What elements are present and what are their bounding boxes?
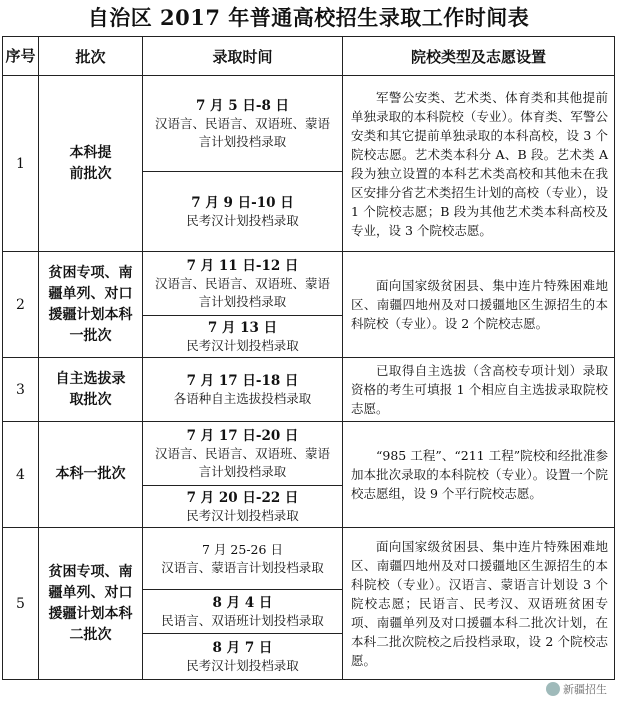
time-desc: 民考汉计划投档录取 <box>186 212 299 228</box>
row-time-cell <box>143 358 343 422</box>
row-time-cell <box>143 252 343 316</box>
time-date: 7 月 5 日-8 日 <box>195 97 290 114</box>
row-seq: 1 <box>3 76 39 252</box>
row-seq: 5 <box>3 528 39 680</box>
row-batch: 贫困专项、南疆单列、对口援疆计划本科一批次 <box>39 252 143 358</box>
row-batch: 本科提前批次 <box>39 76 143 252</box>
header-seq: 序号 <box>3 37 39 76</box>
row-time-cell <box>143 486 343 528</box>
row-setting: 面向国家级贫困县、集中连片特殊困难地区、南疆四地州及对口援疆地区生源招生的本科院校（专业）。设 2 个院校志愿。 <box>343 252 615 358</box>
row-time-cell <box>143 76 343 172</box>
schedule-table <box>2 36 615 680</box>
table-row <box>3 76 615 172</box>
table-row <box>3 358 615 422</box>
time-date: 7 月 9 日-10 日 <box>191 194 294 211</box>
row-batch: 贫困专项、南疆单列、对口援疆计划本科二批次 <box>39 528 143 680</box>
header-setting: 院校类型及志愿设置 <box>343 37 615 76</box>
watermark-text: 新疆招生 <box>563 683 607 696</box>
time-desc: 民语言、双语班计划投档录取 <box>161 612 324 628</box>
row-setting: 军警公安类、艺术类、体育类和其他提前单独录取的本科院校（专业）。体育类、军警公安类和其它提前单独录取的本科高校，设 3 个院校志愿。艺术类本科分 A、B 段。艺术类 A 段为独立设置的本科艺术类高校和其他未在我区安排分省艺术类招生计划的高校（专业），设 1 个院校志愿；B 段为其他艺术类本科高校及专业，设 3 个院校志愿。 <box>343 76 615 252</box>
row-time-cell <box>143 422 343 486</box>
header-row <box>3 37 615 76</box>
row-batch: 自主选拔录取批次 <box>39 358 143 422</box>
watermark-logo <box>546 681 607 697</box>
time-date: 7 月 11 日-12 日 <box>186 257 299 274</box>
row-time-cell <box>143 172 343 252</box>
table-row <box>3 528 615 590</box>
time-date: 7 月 17 日-18 日 <box>186 372 299 389</box>
row-time-cell <box>143 590 343 634</box>
row-setting: 已取得自主选拔（含高校专项计划）录取资格的考生可填报 1 个相应自主选拔录取院校志愿。 <box>343 358 615 422</box>
row-seq: 3 <box>3 358 39 422</box>
row-seq: 2 <box>3 252 39 358</box>
table-row <box>3 252 615 316</box>
time-date: 7 月 25-26 日 <box>202 541 283 557</box>
page-title: 自治区 2017 年普通高校招生录取工作时间表 <box>87 5 530 30</box>
time-desc: 汉语言、民语言、双语班、蒙语言计划投档录取 <box>154 445 330 479</box>
row-batch: 本科一批次 <box>39 422 143 528</box>
time-desc: 汉语言、蒙语言计划投档录取 <box>161 559 324 575</box>
table-row <box>3 422 615 486</box>
time-desc: 民考汉计划投档录取 <box>186 657 299 673</box>
row-time-cell <box>143 316 343 358</box>
wechat-icon <box>546 682 560 696</box>
header-batch: 批次 <box>39 37 143 76</box>
time-desc: 汉语言、民语言、双语班、蒙语言计划投档录取 <box>154 115 330 149</box>
time-desc: 各语种自主选拔投档录取 <box>173 390 312 406</box>
time-date: 7 月 13 日 <box>207 319 278 336</box>
time-date: 7 月 17 日-20 日 <box>186 427 299 444</box>
time-date: 8 月 7 日 <box>212 639 273 656</box>
header-time: 录取时间 <box>143 37 343 76</box>
time-date: 7 月 20 日-22 日 <box>186 489 299 506</box>
time-desc: 民考汉计划投档录取 <box>186 507 299 523</box>
row-setting: 面向国家级贫困县、集中连片特殊困难地区、南疆四地州及对口援疆地区生源招生的本科院校（专业）。汉语言、蒙语言计划设 3 个院校志愿；民语言、民考汉、双语班贫困专项、南疆单列及对口援疆本科二批次计划，在本科二批次院校之后投档录取，设 2 个院校志愿。 <box>343 528 615 680</box>
row-setting: “985 工程”、“211 工程”院校和经批准参加本批次录取的本科院校（专业）。设置一个院校志愿组，设 9 个平行院校志愿。 <box>343 422 615 528</box>
time-date: 8 月 4 日 <box>212 594 273 611</box>
row-time-cell <box>143 528 343 590</box>
row-seq: 4 <box>3 422 39 528</box>
row-time-cell <box>143 634 343 680</box>
time-desc: 汉语言、民语言、双语班、蒙语言计划投档录取 <box>154 275 330 309</box>
time-desc: 民考汉计划投档录取 <box>186 337 299 353</box>
